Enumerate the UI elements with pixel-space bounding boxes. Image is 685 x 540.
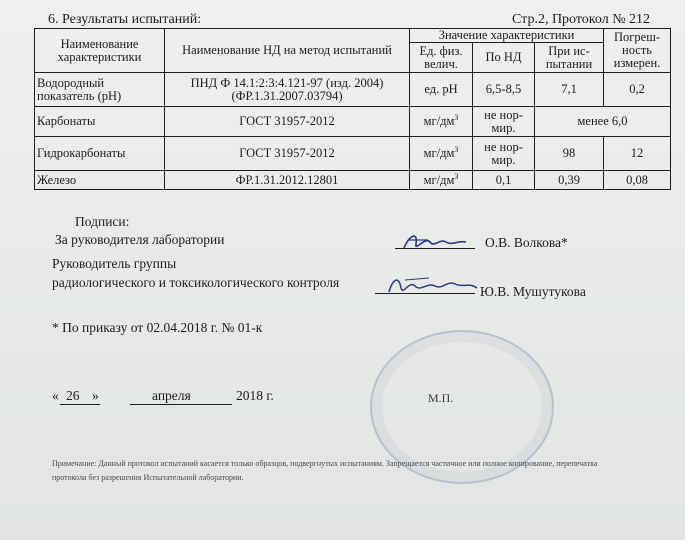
table-header-row <box>35 29 671 43</box>
date-day-line <box>60 404 100 405</box>
unit-superscript: 3 <box>454 112 459 122</box>
table-row <box>35 171 671 190</box>
footnote: * По приказу от 02.04.2018 г. № 01-к <box>52 320 263 335</box>
row-norm: 0,1 <box>473 171 535 190</box>
signatures-title: Подписи: <box>75 214 130 229</box>
row-test: 0,39 <box>535 171 604 190</box>
header-method: Наименование НД на метод испытаний <box>165 29 410 73</box>
page-info: Стр.2, Протокол № 212 <box>512 12 651 27</box>
row-error: 0,2 <box>604 73 671 107</box>
stamp-label: М.П. <box>428 391 454 405</box>
head-name: Ю.В. Мушутукова <box>480 284 586 299</box>
row-norm: не нор-мир. <box>473 137 535 171</box>
head-signature-image <box>385 272 480 298</box>
row-name: Водородный показатель (рН) <box>35 73 165 107</box>
table-row <box>35 137 671 171</box>
header-unit: Ед. физ. велич. <box>410 43 473 73</box>
row-unit <box>410 137 473 171</box>
row-test: 7,1 <box>535 73 604 107</box>
row-unit: ед. рН <box>410 73 473 107</box>
unit-superscript: 3 <box>454 171 459 181</box>
unit-superscript: 3 <box>454 144 459 154</box>
header-error: Погреш-ность измерен. <box>604 29 671 73</box>
table-row <box>35 73 671 107</box>
row-method: ПНД Ф 14.1:2:3:4.121-97 (изд. 2004) (ФР.1.31.2007.03794) <box>165 73 410 107</box>
row-method: ГОСТ 31957-2012 <box>165 107 410 137</box>
unit-text: мг/дм <box>423 114 455 128</box>
table-row <box>35 107 671 137</box>
row-method: ФР.1.31.2012.12801 <box>165 171 410 190</box>
row-name: Гидрокарбонаты <box>35 137 165 171</box>
row-unit <box>410 171 473 190</box>
row-norm: не нор-мир. <box>473 107 535 137</box>
row-name: Карбонаты <box>35 107 165 137</box>
row-norm: 6,5-8,5 <box>473 73 535 107</box>
row-error: 12 <box>604 137 671 171</box>
deputy-label: За руководителя лаборатории <box>55 232 225 247</box>
date-day: 26 <box>66 388 80 403</box>
results-table <box>34 28 671 190</box>
head-label-line2: радиологического и токсикологического контроля <box>52 275 340 290</box>
row-merged-value: менее 6,0 <box>535 107 671 137</box>
date-year: 2018 г. <box>236 388 274 403</box>
header-test: При ис-пытании <box>535 43 604 73</box>
unit-text: мг/дм <box>423 146 455 160</box>
row-error: 0,08 <box>604 171 671 190</box>
date-month: апреля <box>152 388 191 403</box>
row-name: Железо <box>35 171 165 190</box>
header-norm: По НД <box>473 43 535 73</box>
section-title: 6. Результаты испытаний: <box>48 12 202 27</box>
deputy-name: О.В. Волкова* <box>485 235 568 250</box>
head-label-line1: Руководитель группы <box>52 256 177 271</box>
row-test: 98 <box>535 137 604 171</box>
row-method: ГОСТ 31957-2012 <box>165 137 410 171</box>
date-month-line <box>130 404 232 405</box>
unit-text: мг/дм <box>423 172 455 187</box>
row-unit <box>410 107 473 137</box>
header-value-group: Значение характеристики <box>410 29 604 43</box>
header-characteristic: Наименование характеристики <box>35 29 165 73</box>
disclaimer-note: Примечание: Данный протокол испытаний касается только образцов, подвергнутых испытаниям. Запрещается частичное или полное копирование, перепечатка протокола без разрешения Испытательной лаборатории. <box>52 459 598 482</box>
deputy-signature-image <box>400 230 470 254</box>
date-close-quote: » <box>92 388 99 403</box>
date-open-quote: « <box>52 388 59 403</box>
